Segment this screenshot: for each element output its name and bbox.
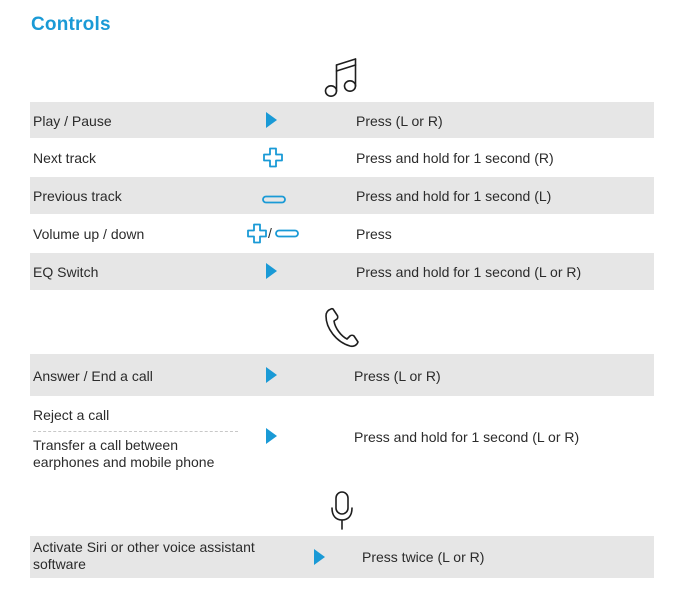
action-label: EQ Switch	[33, 264, 99, 280]
description: Press	[356, 226, 392, 242]
music-row-play-pause	[30, 102, 654, 138]
description: Press and hold for 1 second (L or R)	[354, 429, 580, 445]
play-triangle-icon	[264, 366, 278, 384]
action-label: Previous track	[33, 188, 122, 204]
action-label: Next track	[33, 150, 97, 166]
play-triangle-icon	[264, 111, 278, 129]
description: Press and hold for 1 second (L or R)	[356, 264, 582, 280]
music-row-next-track	[30, 140, 654, 176]
action-label: Answer / End a call	[33, 368, 153, 384]
play-triangle-icon	[264, 427, 278, 445]
description: Press twice (L or R)	[362, 549, 485, 565]
music-row-previous-track	[30, 177, 654, 214]
action-label-reject: Reject a call	[33, 407, 110, 423]
voice-row-activate-assistant	[30, 536, 654, 578]
description: Press and hold for 1 second (L)	[356, 188, 552, 204]
play-triangle-icon	[264, 262, 278, 280]
action-label-transfer: Transfer a call between earphones and mobile phone	[33, 437, 215, 470]
action-label: Volume up / down	[33, 226, 145, 242]
plus-icon	[261, 147, 285, 169]
row-divider	[33, 431, 238, 432]
music-note-icon	[320, 55, 364, 101]
play-triangle-icon	[312, 548, 326, 566]
action-label: Play / Pause	[33, 113, 112, 129]
action-label: Activate Siri or other voice assistant software	[33, 539, 255, 572]
microphone-icon	[328, 490, 356, 532]
description: Press (L or R)	[356, 113, 443, 129]
description: Press (L or R)	[354, 368, 441, 384]
minus-icon	[261, 195, 287, 205]
description: Press and hold for 1 second (R)	[356, 150, 554, 166]
plus-icon	[245, 223, 269, 245]
phone-handset-icon	[322, 306, 362, 350]
minus-icon	[274, 229, 300, 239]
call-row-reject-transfer	[30, 400, 654, 476]
music-row-eq-switch	[30, 253, 654, 290]
music-row-volume	[30, 215, 654, 252]
page-title: Controls	[31, 14, 111, 35]
call-row-answer-end	[30, 354, 654, 396]
volume-separator: /	[268, 225, 272, 241]
